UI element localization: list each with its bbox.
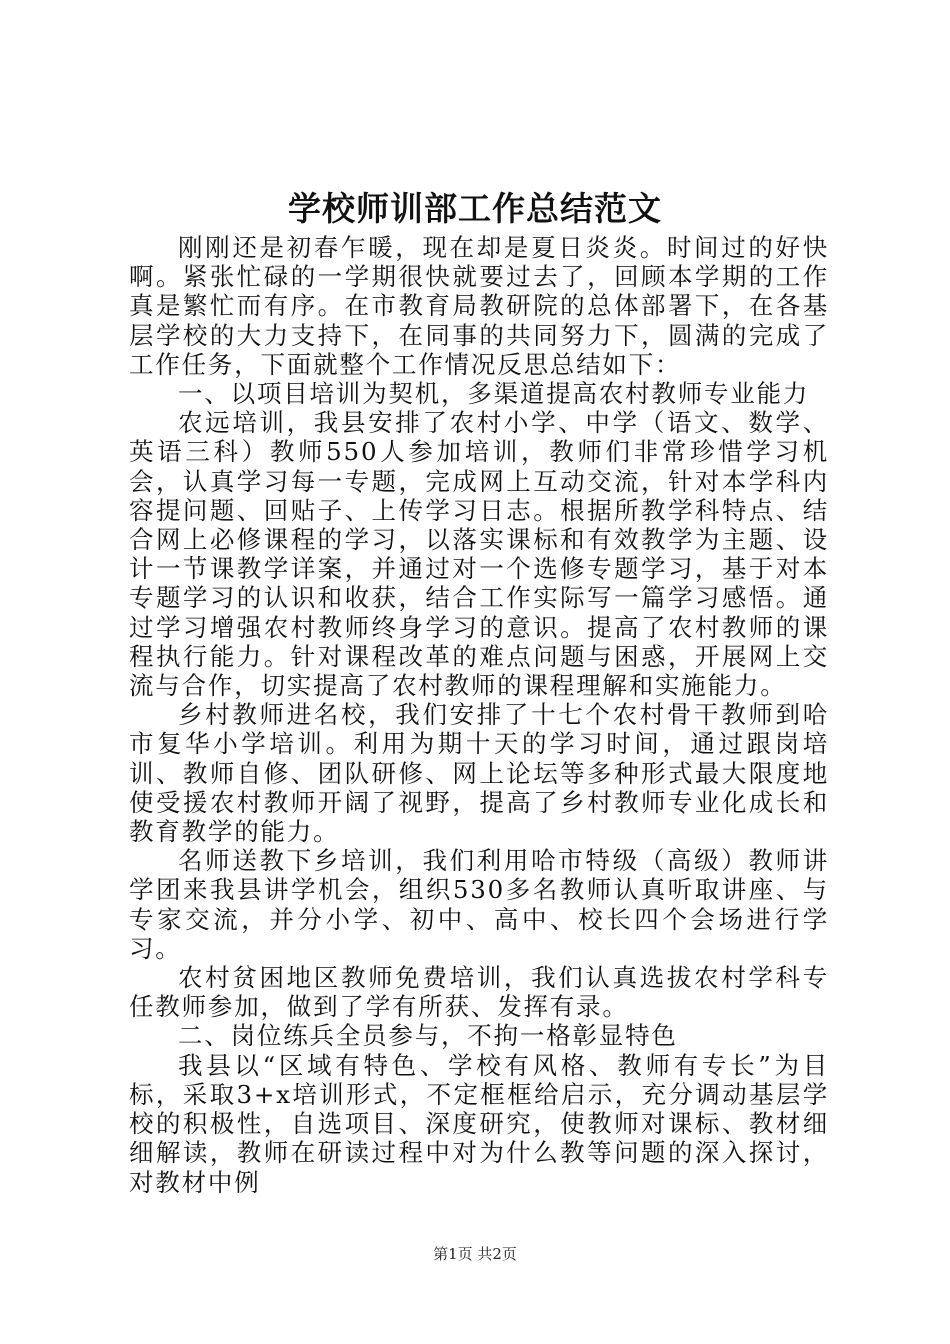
section-heading-1: 一、以项目培训为契机，多渠道提高农村教师专业能力 — [178, 379, 810, 409]
paragraph-intro: 刚刚还是初春乍暖，现在却是夏日炎炎。时间过的好快啊。紧张忙碌的一学期很快就要过去了，回顾本学期的工作真是繁忙而有序。在市教育局教研院的总体部署下，在各基层学校的大力支持下，在同事的共同努力下，圆满的完成了工作任务，下面就整个工作情况反思总结如下： — [129, 233, 829, 379]
paragraph-famous-teachers-outreach: 名师送教下乡培训，我们利用哈市特级（高级）教师讲学团来我县讲学机会，组织530多名教师认真听取讲座、与专家交流，并分小学、初中、高中、校长四个会场进行学习。 — [129, 846, 829, 963]
section-heading-2: 二、岗位练兵全员参与，不拘一格彰显特色 — [178, 1021, 678, 1051]
paragraph-county-goal: 我县以“区域有特色、学校有风格、教师有专长”为目标，采取3+x培训形式，不定框框给启示，充分调动基层学校的积极性，自选项目、深度研究，使教师对课标、教材细细解读，教师在研读过程中对为什么教等问题的深入探讨，对教材中例 — [129, 1050, 829, 1197]
paragraph-rural-teachers-famous-schools: 乡村教师进名校，我们安排了十七个农村骨干教师到哈市复华小学培训。利用为期十天的学习时间，通过跟岗培训、教师自修、团队研修、网上论坛等多种形式最大限度地使受援农村教师开阔了视野，提高了乡村教师专业化成长和教育教学的能力。 — [129, 700, 829, 847]
document-title: 学校师训部工作总结范文 — [288, 189, 662, 228]
page-number-footer: 第1页 共2页 — [433, 1245, 517, 1263]
paragraph-free-training: 农村贫困地区教师免费培训，我们认真选拔农村学科专任教师参加，做到了学有所获、发挥有录。 — [129, 963, 829, 1022]
document-body — [129, 233, 829, 1197]
paragraph-rural-distance-training: 农远培训，我县安排了农村小学、中学（语文、数学、英语三科）教师550人参加培训，教师们非常珍惜学习机会，认真学习每一专题，完成网上互动交流，针对本学科内容提问题、回贴子、上传学习日志。根据所教学科特点、结合网上必修课程的学习，以落实课标和有效教学为主题、设计一节课教学详案，并通过对一个选修专题学习，基于对本专题学习的认识和收获，结合工作实际写一篇学习感悟。通过学习增强农村教师终身学习的意识。提高了农村教师的课程执行能力。针对课程改革的难点问题与困惑，开展网上交流与合作，切实提高了农村教师的课程理解和实施能力。 — [129, 408, 829, 701]
